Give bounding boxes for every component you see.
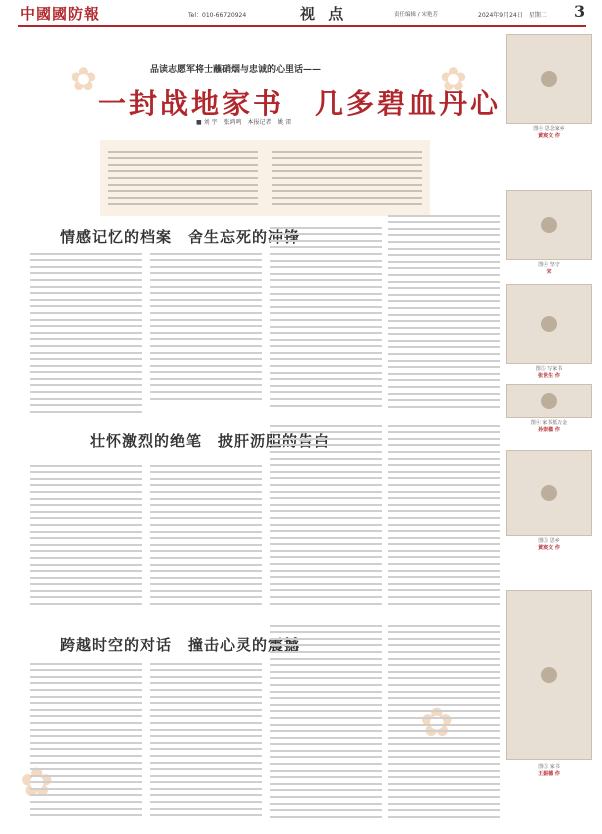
illustration bbox=[506, 590, 592, 760]
page-number: 3 bbox=[574, 2, 586, 21]
illustration-caption bbox=[506, 262, 592, 276]
header-rule bbox=[18, 25, 586, 27]
telephone: Tel：010-66720924 bbox=[188, 12, 247, 19]
article-column bbox=[388, 210, 500, 410]
illustration bbox=[506, 450, 592, 536]
section-heading: 跨越时空的对话 撞击心灵的震撼 bbox=[60, 636, 301, 654]
article-column bbox=[270, 620, 382, 818]
intro-box bbox=[100, 140, 430, 216]
leaf-ornament: ✿ bbox=[20, 760, 54, 806]
caption-title: 图④ 思念家乡 bbox=[533, 126, 565, 132]
section-heading: 壮怀激烈的绝笔 披肝沥胆的告白 bbox=[90, 432, 331, 450]
caption-author: 王振德 作 bbox=[538, 771, 560, 777]
article-kicker: 品读志愿军将士蘸硝烟与忠诚的心里话—— bbox=[150, 65, 322, 75]
section-title: 视 点 bbox=[300, 5, 348, 23]
illustration bbox=[506, 384, 592, 418]
article-column bbox=[30, 248, 142, 418]
article-column bbox=[150, 248, 262, 408]
article-column bbox=[150, 460, 262, 610]
illustration-caption bbox=[506, 420, 592, 434]
caption-author: 孙崇楹 作 bbox=[538, 427, 560, 433]
illustration bbox=[506, 284, 592, 364]
illustration-caption bbox=[506, 366, 592, 380]
caption-author: 黄宸文 作 bbox=[538, 545, 560, 551]
caption-author: 张世生 作 bbox=[538, 373, 560, 379]
page-header bbox=[18, 2, 586, 24]
illustration-caption bbox=[506, 126, 592, 140]
issue-date: 2024年9月24日 星期二 bbox=[478, 12, 547, 19]
caption-title: 图⑤ 思乡 bbox=[538, 538, 560, 544]
editor-credit: 责任编辑 / 宋艳芳 bbox=[394, 12, 438, 18]
article-column bbox=[30, 460, 142, 610]
leaf-ornament: ✿ bbox=[440, 60, 467, 98]
article-column bbox=[388, 420, 500, 610]
article-column bbox=[270, 222, 382, 408]
article-column bbox=[30, 658, 142, 818]
article-column bbox=[270, 420, 382, 610]
masthead: 中國國防報 bbox=[20, 5, 101, 23]
intro-text bbox=[108, 146, 258, 210]
article-byline: ■ 刘 宇 张鸿鸣 本报记者 姚 雷 bbox=[196, 119, 292, 126]
leaf-ornament: ✿ bbox=[420, 700, 454, 746]
article-title: 一封战地家书 几多碧血丹心 bbox=[98, 87, 502, 120]
caption-author: 宋 bbox=[546, 269, 552, 275]
caption-title: 图④ 坚守 bbox=[538, 262, 560, 268]
section-heading: 情感记忆的档案 舍生忘死的冲锋 bbox=[60, 228, 301, 246]
illustration bbox=[506, 34, 592, 124]
leaf-ornament: ✿ bbox=[70, 60, 97, 98]
article-column bbox=[150, 658, 262, 818]
caption-title: 图④ 家书抵万金 bbox=[530, 420, 568, 426]
caption-title: 图⑤ 家书 bbox=[538, 764, 560, 770]
illustration-caption bbox=[506, 538, 592, 552]
illustration bbox=[506, 190, 592, 260]
caption-author: 黄宸文 作 bbox=[538, 133, 560, 139]
illustration-caption bbox=[506, 764, 592, 778]
intro-text bbox=[272, 146, 422, 210]
article-column bbox=[388, 620, 500, 818]
caption-title: 图⑤ 写家书 bbox=[535, 366, 563, 372]
